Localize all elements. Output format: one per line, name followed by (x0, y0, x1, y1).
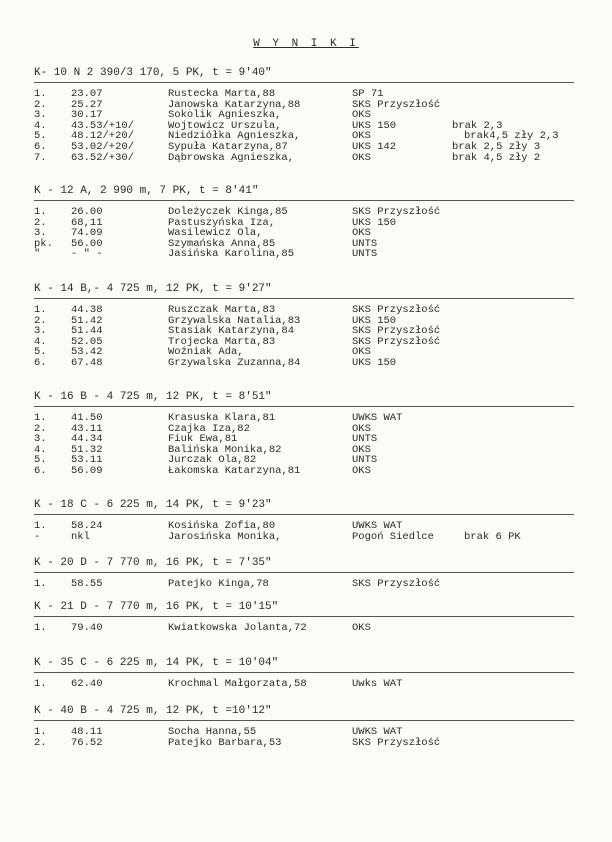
time: 76.52 (71, 736, 103, 749)
result-row (34, 305, 574, 316)
time: 53.42 (71, 346, 103, 359)
result-row (34, 153, 574, 164)
place: 5. (34, 130, 47, 143)
competitor: Sokolik Agnieszka, (168, 109, 282, 122)
club: OKS (352, 227, 371, 240)
club: UKS 150 (352, 314, 397, 327)
club: OKS (352, 151, 371, 164)
club: OKS (352, 443, 371, 456)
competitor: Sypuła Katarzyna,87 (168, 140, 288, 153)
place: 3. (34, 325, 47, 338)
time: 67.48 (71, 356, 103, 369)
result-row (34, 337, 574, 348)
result-row (34, 347, 574, 358)
club: SP 71 (352, 88, 384, 100)
competitor: Janowska Katarzyna,88 (168, 98, 301, 111)
category-header: K - 12 A, 2 990 m, 7 PK, t = 8'41" (34, 185, 259, 197)
place: 2. (34, 216, 47, 229)
divider (34, 514, 574, 515)
competitor: Wasilewicz Ola, (168, 227, 263, 240)
club: UKS 150 (352, 356, 397, 369)
place: 2. (34, 98, 47, 111)
place: 1. (34, 578, 47, 590)
divider (34, 406, 574, 407)
place: 2. (34, 736, 47, 749)
result-row (34, 455, 574, 466)
result-row (34, 466, 574, 477)
category-header: K - 20 D - 7 770 m, 16 PK, t = 7'35" (34, 557, 272, 569)
category-header: K - 35 C - 6 225 m, 14 PK, t = 10'04" (34, 657, 279, 669)
club: SKS Przyszłość (352, 325, 441, 338)
time: 43.53/+10/ (71, 119, 135, 132)
competitor: Niedziółka Agnieszka, (168, 130, 301, 143)
time: 56.09 (71, 464, 103, 477)
competitor: Dąbrowska Agnieszka, (168, 151, 295, 164)
divider (34, 720, 574, 721)
competitor: Grzywalska Zuzanna,84 (168, 356, 301, 369)
time: 41.50 (71, 412, 103, 424)
place: 1. (34, 520, 47, 532)
place: 5. (34, 346, 47, 359)
place: 7. (34, 151, 47, 164)
page-title: W Y N I K I (253, 38, 359, 50)
place: 6. (34, 464, 47, 477)
category-section (34, 600, 574, 634)
competitor: Patejko Kinga,78 (168, 578, 269, 590)
place: 1. (34, 88, 47, 100)
result-row (34, 249, 574, 260)
club: UNTS (352, 454, 378, 467)
result-row (34, 207, 574, 218)
time: 26.00 (71, 206, 103, 218)
time: 58.55 (71, 578, 103, 590)
club: SKS Przyszłość (352, 736, 441, 749)
competitor: Grzywalska Natalia,83 (168, 314, 301, 327)
competitor: Krochmal Małgorzata,58 (168, 678, 307, 690)
place: 6. (34, 140, 47, 153)
place: 5. (34, 454, 47, 467)
time: 43.11 (71, 422, 103, 435)
place: 1. (34, 206, 47, 218)
time: 52.05 (71, 335, 103, 348)
club: SKS Przyszłość (352, 578, 441, 590)
place: 3. (34, 227, 47, 240)
place: 4. (34, 335, 47, 348)
place: - (34, 530, 41, 543)
place: 2. (34, 422, 47, 435)
club: OKS (352, 130, 371, 143)
competitor: Woźniak Ada, (168, 346, 244, 359)
result-row (34, 326, 574, 337)
club: UNTS (352, 248, 378, 261)
time: 51.44 (71, 325, 103, 338)
club: UKS 142 (352, 140, 397, 153)
result-row (34, 358, 574, 369)
time: 63.52/+30/ (71, 151, 135, 164)
result-row (34, 89, 574, 100)
club: UWKS WAT (352, 412, 403, 424)
result-row (34, 413, 574, 424)
club: Uwks WAT (352, 678, 403, 690)
result-row (34, 316, 574, 327)
club: OKS (352, 464, 371, 477)
club: SKS Przyszłość (352, 98, 441, 111)
club: SKS Przyszłość (352, 304, 441, 316)
competitor: Doleżyczek Kinga,85 (168, 206, 288, 218)
competitor: Patejko Barbara,53 (168, 736, 282, 749)
divider (34, 672, 574, 673)
remark: brak 4,5 zły 2 (452, 151, 541, 164)
category-section (34, 498, 574, 542)
result-row (34, 679, 574, 690)
competitor: Trojecka Marta,83 (168, 335, 276, 348)
category-section (34, 656, 574, 690)
time: 30.17 (71, 109, 103, 122)
time: nkl (71, 530, 90, 543)
time: 48.11 (71, 726, 103, 738)
divider (34, 572, 574, 573)
result-row (34, 228, 574, 239)
competitor: Ruszczak Marta,83 (168, 304, 276, 316)
competitor: Socha Hanna,55 (168, 726, 257, 738)
club: UWKS WAT (352, 726, 403, 738)
club: OKS (352, 422, 371, 435)
category-section (34, 184, 574, 260)
competitor: Jarosińska Monika, (168, 530, 282, 543)
competitor: Czajka Iza,82 (168, 422, 250, 435)
place: 1. (34, 412, 47, 424)
result-row (34, 100, 574, 111)
time: 74.09 (71, 227, 103, 240)
competitor: Jurczak Ola,82 (168, 454, 257, 467)
competitor: Wojtowicz Urszula, (168, 119, 282, 132)
place: 3. (34, 433, 47, 446)
category-header: K - 40 B - 4 725 m, 12 PK, t =10'12" (34, 705, 272, 717)
place: 2. (34, 314, 47, 327)
category-section (34, 66, 574, 163)
divider (34, 200, 574, 201)
competitor: Rustecka Marta,88 (168, 88, 276, 100)
competitor: Fiuk Ewa,81 (168, 433, 238, 446)
time: 23.07 (71, 88, 103, 100)
competitor: Łakomska Katarzyna,81 (168, 464, 301, 477)
result-row (34, 738, 574, 749)
category-section (34, 704, 574, 748)
time: 51.32 (71, 443, 103, 456)
result-row (34, 445, 574, 456)
place: 4. (34, 119, 47, 132)
remark: brak4,5 zły 2,3 (464, 130, 559, 143)
result-row (34, 579, 574, 590)
time: 68,11 (71, 216, 103, 229)
time: 62.40 (71, 678, 103, 690)
result-row (34, 623, 574, 634)
result-row (34, 521, 574, 532)
place: " (34, 248, 41, 261)
result-row (34, 532, 574, 543)
club: OKS (352, 109, 371, 122)
category-header: K - 16 B - 4 725 m, 12 PK, t = 8'51" (34, 391, 272, 403)
result-row (34, 239, 574, 250)
place: 3. (34, 109, 47, 122)
category-section (34, 390, 574, 477)
competitor: Szymańska Anna,85 (168, 237, 276, 250)
competitor: Kosińska Zofia,80 (168, 520, 276, 532)
divider (34, 616, 574, 617)
category-section (34, 556, 574, 590)
category-header: K - 18 C - 6 225 m, 14 PK, t = 9'23" (34, 499, 272, 511)
club: Pogoń Siedlce (352, 530, 434, 543)
result-row (34, 218, 574, 229)
competitor: Pastuszyńska Iza, (168, 216, 276, 229)
time: 48.12/+20/ (71, 130, 135, 143)
place: 1. (34, 622, 47, 634)
time: 25.27 (71, 98, 103, 111)
time: 79.40 (71, 622, 103, 634)
competitor: Jasińska Karolina,85 (168, 248, 295, 261)
place: 6. (34, 356, 47, 369)
competitor: Kwiatkowska Jolanta,72 (168, 622, 307, 634)
remark: brak 2,5 zły 3 (452, 140, 541, 153)
club: UKS 150 (352, 119, 397, 132)
time: 44.38 (71, 304, 103, 316)
club: OKS (352, 622, 371, 634)
club: UKS 150 (352, 216, 397, 229)
club: UNTS (352, 237, 378, 250)
competitor: Balińska Monika,82 (168, 443, 282, 456)
place: 4. (34, 443, 47, 456)
time: 53.11 (71, 454, 103, 467)
result-row (34, 434, 574, 445)
club: OKS (352, 346, 371, 359)
divider (34, 82, 574, 83)
result-row (34, 424, 574, 435)
remark: brak 2,3 (452, 119, 503, 132)
competitor: Stasiak Katarzyna,84 (168, 325, 295, 338)
result-row (34, 142, 574, 153)
divider (34, 298, 574, 299)
time: 53.02/+20/ (71, 140, 135, 153)
time: 58.24 (71, 520, 103, 532)
club: UWKS WAT (352, 520, 403, 532)
time: 56.00 (71, 237, 103, 250)
category-header: K - 14 B,- 4 725 m, 12 PK, t = 9'27" (34, 283, 272, 295)
result-row (34, 727, 574, 738)
place: 1. (34, 726, 47, 738)
club: SKS Przyszłość (352, 335, 441, 348)
competitor: Krasuska Klara,81 (168, 412, 276, 424)
club: UNTS (352, 433, 378, 446)
place: 1. (34, 678, 47, 690)
time: 44.34 (71, 433, 103, 446)
category-section (34, 282, 574, 369)
category-header: K - 21 D - 7 770 m, 16 PK, t = 10'15" (34, 601, 279, 613)
place: 1. (34, 304, 47, 316)
category-header: K- 10 N 2 390/3 170, 5 PK, t = 9'40" (34, 67, 272, 79)
time: 51.42 (71, 314, 103, 327)
place: pk. (34, 237, 53, 250)
time: - " - (71, 248, 103, 261)
club: SKS Przyszłość (352, 206, 441, 218)
remark: brak 6 PK (464, 530, 521, 543)
